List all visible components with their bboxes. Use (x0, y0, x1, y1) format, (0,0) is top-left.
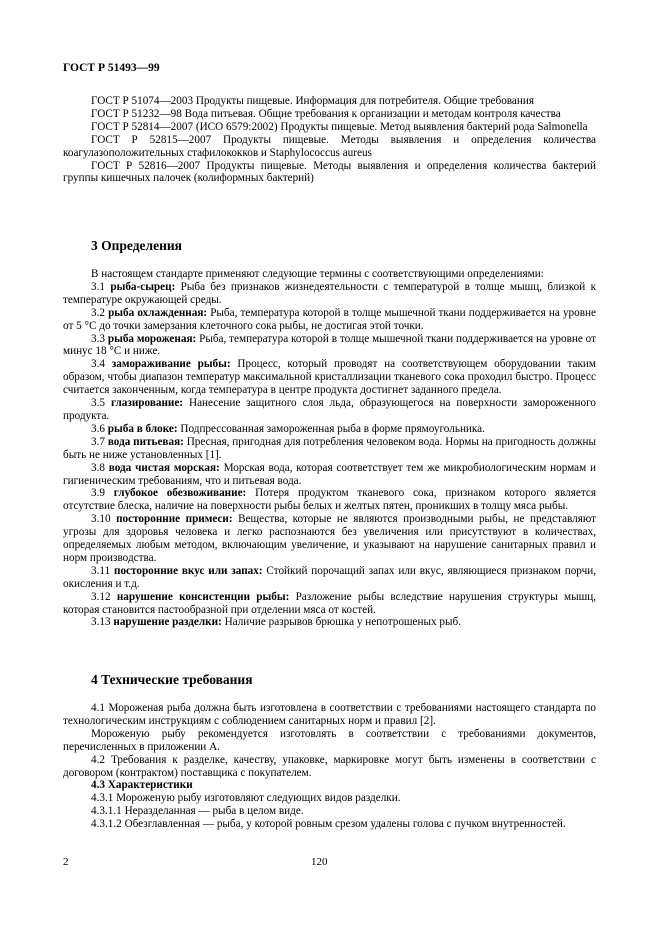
definition-term: рыба охлажденная: (108, 306, 208, 319)
definition-number: 3.8 (91, 461, 105, 474)
section-3 (63, 238, 596, 629)
paragraph: 4.2 Требования к разделке, качеству, упаковке, маркировке могут быть изменены в соответствии с договором (контрактом) поставщика с покупателем. (63, 753, 596, 779)
definition-text: Рыба без признаков жизнедеятельности с температурой в толще мышц, близкой к температуре окружающей среды. (63, 280, 597, 306)
references-block (63, 95, 596, 185)
paragraph: 4.3.1 Мороженую рыбу изготовляют следующих видов разделки. (91, 792, 401, 805)
definition-text: Процесс, который проводят на соответствующем оборудовании таким образом, чтобы диапазон температур максимальной кристаллизации тканевого сока проходил быстро. Процесс считается законченным, когда температура в центре продукта достигнет заданного предела. (63, 358, 596, 397)
definition-term: вода питьевая: (107, 435, 184, 448)
section-4 (63, 672, 596, 831)
definition-number: 3.10 (91, 513, 111, 526)
definition-text: Подпрессованная замороженная рыба в форме прямоугольника. (180, 422, 485, 435)
definition-number: 3.2 (91, 306, 105, 319)
definition-text: Нанесение защитного слоя льда, образующегося на поверхности замороженного продукта. (63, 397, 597, 422)
definition-term: замораживание рыбы: (111, 358, 231, 371)
definition-item (63, 397, 596, 423)
definition-text: Рыба, температура которой в толще мышечной ткани поддерживается на уровне от 5 °С до точки замерзания клеточного сока рыбы, не достигая этой точки. (63, 306, 596, 332)
definition-number: 3.5 (91, 397, 105, 410)
definition-text: Вещества, которые не являются производными рыбы, не представляют угрозы для здоровья человека и легко распознаются без увеличения или присутствуют в количествах, определяемых любым методом, включающим увеличение, и указывают на нарушение санитарных правил и норм производства. (63, 513, 597, 564)
definition-term: рыба мороженая: (107, 332, 197, 345)
definition-item (63, 307, 596, 333)
definition-item (63, 616, 596, 629)
document-code-header: ГОСТ Р 51493—99 (63, 62, 160, 74)
definition-term: рыба-сырец: (110, 280, 176, 293)
definition-term: посторонние вкус или запах: (114, 564, 263, 577)
definition-number: 3.4 (91, 358, 105, 371)
definition-text: Пресная, пригодная для потребления человеком вода. Нормы на пригодность должны быть не ниже установленных [1]. (63, 435, 596, 461)
definition-number: 3.7 (91, 435, 105, 448)
definition-number: 3.3 (91, 332, 105, 345)
section-title: 4 Технические требования (91, 672, 253, 687)
section-title: 3 Определения (91, 238, 182, 253)
definition-number: 3.12 (91, 590, 111, 603)
definition-term: глазирование: (110, 397, 184, 410)
definition-term: вода чистая морская: (108, 461, 220, 474)
reference-item: ГОСТ Р 52815—2007 Продукты пищевые. Методы выявления и определения количества коагулазоположительных стафилококков и Staphylococcus aureus (63, 133, 596, 159)
reference-item: ГОСТ Р 51074—2003 Продукты пищевые. Информация для потребителя. Общие требования (91, 95, 535, 107)
definition-term: рыба в блоке: (107, 422, 178, 435)
definition-item (63, 423, 596, 436)
section-intro: В настоящем стандарте применяют следующие термины с соответствующими определениями: (91, 268, 544, 280)
definition-text: Наличие разрывов брюшка у непотрошеных рыб. (224, 616, 461, 629)
terms-list (63, 281, 596, 629)
paragraph: 4.3.1.1 Неразделанная — рыба в целом виде. (91, 805, 304, 818)
definition-item (63, 281, 596, 307)
subsection-title: 4.3 Характеристики (91, 779, 193, 792)
definition-number: 3.11 (91, 564, 111, 577)
definition-text: Рыба, температура которой в толще мышечной ткани поддерживается на уровне от минус 18 °С и ниже. (63, 332, 597, 358)
definition-term: глубокое обезвоживание: (113, 487, 247, 500)
reference-item: ГОСТ Р 52816—2007 Продукты пищевые. Методы выявления и определения количества бактерий группы кишечных палочек (колиформных бактерий) (63, 159, 596, 185)
definition-item (63, 565, 596, 591)
definition-term: посторонние примеси: (116, 513, 233, 526)
definition-number: 3.9 (91, 487, 105, 500)
reference-item: ГОСТ Р 52814—2007 (ИСО 6579:2002) Продукты пищевые. Метод выявления бактерий рода Salmonella (91, 120, 588, 133)
reference-item: ГОСТ Р 51232—98 Вода питьевая. Общие требования к организации и методам контроля качества (91, 107, 561, 120)
definition-number: 3.6 (91, 422, 105, 435)
definition-number: 3.1 (91, 280, 105, 293)
definition-item (63, 436, 596, 462)
definition-text: Стойкий порочащий запах или вкус, являющиеся признаком порчи, окисления и т.д. (63, 564, 597, 590)
definition-text: Морская вода, которая соответствует тем же микробиологическим нормам и гигиеническим требованиям, что и питьевая вода. (63, 461, 596, 487)
page-number-center: 120 (311, 856, 328, 868)
definition-item (63, 513, 596, 565)
definition-text: Разложение рыбы вследствие нарушения структуры мышц, которая становится пастообразной при отделении мяса от костей. (63, 590, 596, 616)
definition-number: 3.13 (91, 616, 111, 629)
definition-text: Потеря продуктом тканевого сока, признаком которого является отсутствие блеска, наличие на поверхности рыбы белых и желтых пятен, проникших в толщу мяса рыбы. (63, 487, 597, 513)
definition-item (63, 487, 596, 513)
definition-term: нарушение разделки: (113, 616, 222, 629)
definition-item (63, 462, 596, 488)
definition-item (63, 358, 596, 397)
paragraph: Мороженую рыбу рекомендуется изготовлять в соответствии с требованиями документов, перечисленных в приложении А. (63, 727, 596, 753)
definition-term: нарушение консистенции рыбы: (116, 590, 290, 603)
definition-item (63, 591, 596, 617)
definition-item (63, 333, 596, 359)
page-number: 2 (63, 856, 69, 868)
paragraph: 4.1 Мороженая рыба должна быть изготовлена в соответствии с требованиями настоящего стандарта по технологическим инструкциям с соблюдением санитарных норм и правил [2]. (63, 702, 596, 727)
paragraph: 4.3.1.2 Обезглавленная — рыба, у которой ровным срезом удалены голова с пучком внутренностей. (91, 818, 566, 831)
